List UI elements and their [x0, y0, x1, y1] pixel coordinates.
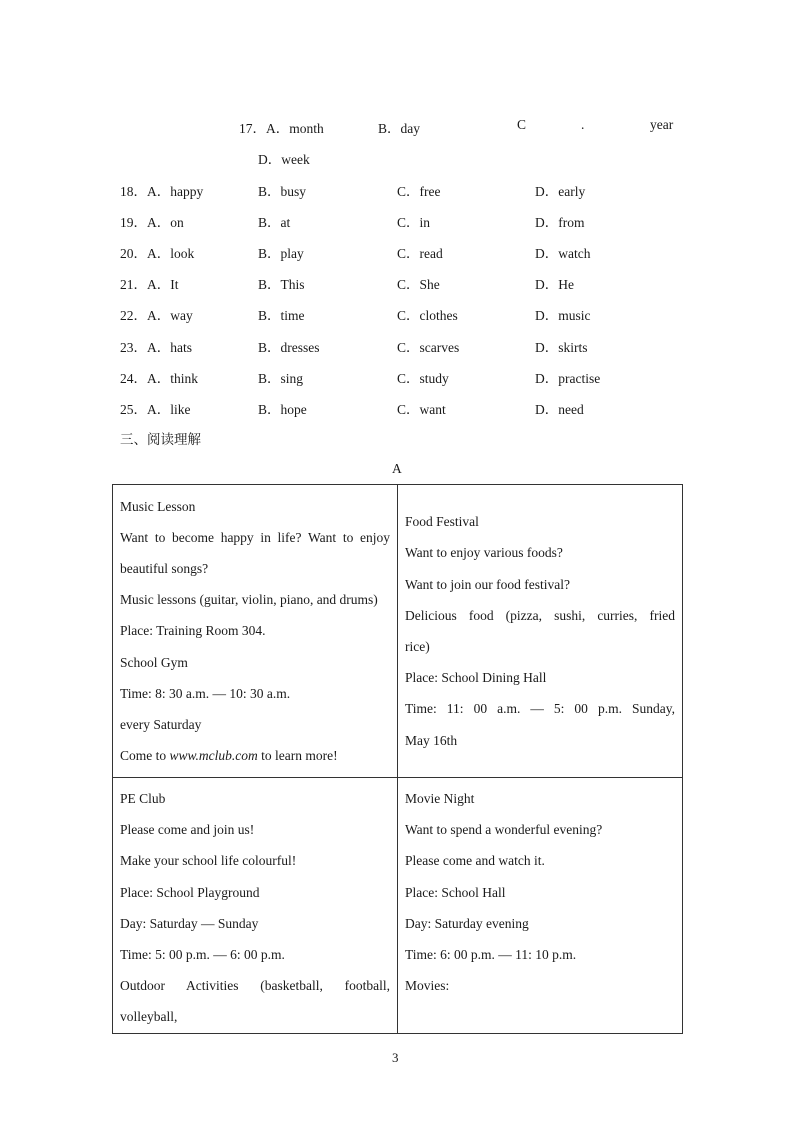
question-row [120, 367, 720, 385]
food-festival-cell [398, 485, 683, 778]
pe-line: Please come and join us! [120, 822, 255, 838]
food-title: Food Festival [405, 514, 479, 530]
question-row [120, 336, 720, 354]
option-c: C．She [397, 277, 440, 292]
option-a: 25．A．like [120, 402, 191, 417]
food-line: Time: 11: 00 a.m. — 5: 00 p.m. Sunday, [405, 701, 675, 717]
option-a: 22．A．way [120, 308, 193, 323]
food-line: Want to join our food festival? [405, 576, 570, 592]
food-line: Want to enjoy various foods? [405, 545, 563, 561]
question-row [120, 273, 720, 291]
music-lesson-cell [113, 485, 398, 778]
question-row [120, 304, 720, 322]
food-line: Delicious food (pizza, sushi, curries, fried [405, 607, 675, 623]
pe-line: Make your school life colourful! [120, 853, 297, 869]
movie-title: Movie Night [405, 791, 475, 806]
question-row [120, 242, 720, 260]
section-title: 三、阅读理解 [120, 432, 201, 448]
q17-option-b: B．day [378, 121, 420, 136]
option-d: D．early [535, 184, 586, 199]
question-row [120, 180, 720, 198]
option-d: D．from [535, 215, 585, 230]
music-line: Music lessons (guitar, violin, piano, and drums) [120, 592, 378, 608]
ads-table [112, 484, 683, 1034]
option-d: D．He [535, 277, 574, 292]
q17-option-a: 17．A．month [239, 121, 324, 136]
food-line: May 16th [405, 732, 458, 748]
q17-option-c-dot: . [581, 117, 585, 132]
movie-line: Place: School Hall [405, 884, 506, 900]
option-d: D．watch [535, 246, 591, 261]
music-line: Place: Training Room 304. [120, 623, 266, 639]
option-d: D．practise [535, 371, 601, 386]
passage-label: A [392, 461, 402, 476]
music-line: School Gym [120, 654, 188, 670]
option-b: B．busy [258, 184, 307, 199]
pe-line: Outdoor Activities (basketball, football, volleyball, [120, 978, 390, 1025]
movie-line: Time: 6: 00 p.m. — 11: 10 p.m. [405, 947, 577, 963]
option-c: C．study [397, 371, 449, 386]
website-link[interactable]: www.mclub.com [169, 748, 258, 764]
option-a: 23．A．hats [120, 340, 192, 355]
option-c: C．clothes [397, 308, 458, 323]
option-c: C．scarves [397, 340, 460, 355]
music-learn-more: to learn more! [257, 748, 338, 764]
option-a: 21．A．It [120, 277, 179, 292]
pe-line: Time: 5: 00 p.m. — 6: 00 p.m. [120, 947, 285, 963]
option-a: 19．A．on [120, 215, 184, 230]
pe-club-cell [113, 778, 398, 1034]
option-d: D．music [535, 308, 591, 323]
option-c: C．read [397, 246, 443, 261]
option-b: B．dresses [258, 340, 320, 355]
option-b: B．hope [258, 402, 307, 417]
option-a: 18．A．happy [120, 184, 204, 199]
pe-title: PE Club [120, 791, 166, 806]
page-number: 3 [392, 1050, 399, 1065]
pe-line: Place: School Playground [120, 884, 260, 900]
q17-option-d: D．week [258, 152, 310, 167]
option-c: C．free [397, 184, 441, 199]
pe-line: Day: Saturday — Sunday [120, 915, 259, 931]
music-line: Time: 8: 30 a.m. — 10: 30 a.m. [120, 685, 291, 701]
food-line: rice) [405, 639, 430, 654]
music-line: every Saturday [120, 717, 202, 732]
food-line: Place: School Dining Hall [405, 670, 547, 686]
music-come-to: Come to [120, 748, 170, 764]
q17-option-c-text: year [650, 117, 674, 132]
option-d: D．need [535, 402, 584, 417]
option-a: 24．A．think [120, 371, 199, 386]
movie-line: Want to spend a wonderful evening? [405, 822, 603, 838]
music-line: Want to become happy in life? Want to enjoy [120, 529, 390, 545]
music-line [120, 740, 390, 771]
music-line: beautiful songs? [120, 560, 209, 576]
movie-night-cell [398, 778, 683, 1034]
option-b: B．time [258, 308, 305, 323]
question-row [120, 398, 720, 416]
option-c: C．in [397, 215, 431, 230]
option-b: B．at [258, 215, 291, 230]
question-row [120, 211, 720, 229]
option-b: B．sing [258, 371, 304, 386]
option-a: 20．A．look [120, 246, 195, 261]
option-b: B．This [258, 277, 305, 292]
movie-line: Movies: [405, 978, 450, 994]
option-d: D．skirts [535, 340, 588, 355]
movie-line: Please come and watch it. [405, 853, 545, 869]
q17-option-c-letter: C [517, 117, 527, 132]
music-title: Music Lesson [120, 498, 196, 514]
option-b: B．play [258, 246, 304, 261]
movie-line: Day: Saturday evening [405, 915, 529, 931]
option-c: C．want [397, 402, 446, 417]
